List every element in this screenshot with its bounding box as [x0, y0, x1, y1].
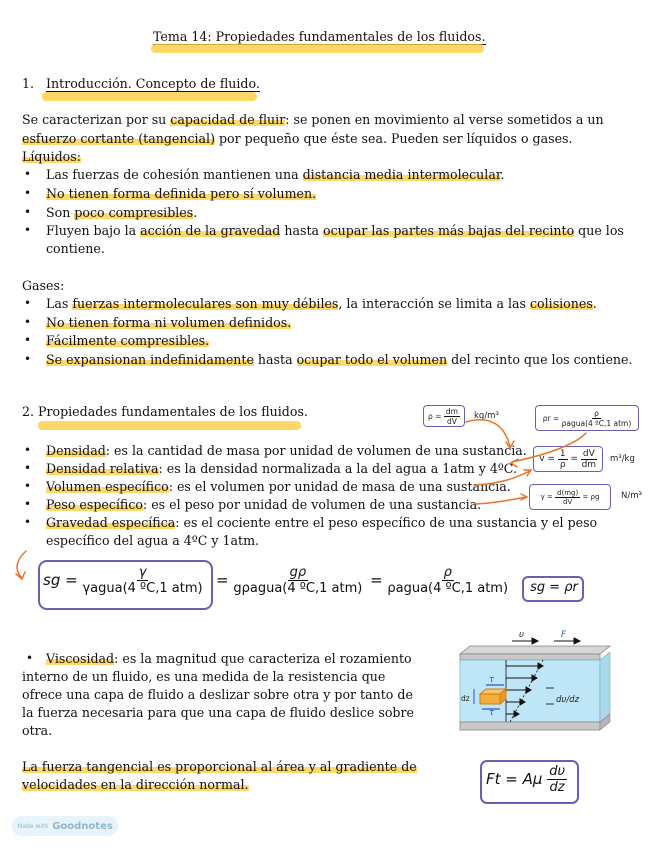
- viscosity-diagram: [450, 632, 620, 747]
- goodnotes-brand: Goodnotes: [52, 820, 113, 832]
- liquid-item-1: Las fuerzas de cohesión mantienen una distancia media intermolecular.: [46, 167, 505, 182]
- goodnotes-badge[interactable]: [12, 816, 118, 836]
- top-plate-front: [460, 654, 600, 660]
- sg-result: sg = ρr: [530, 580, 578, 595]
- relative-density-formula-box: ρr = $\frac{\rho}{\text{ρagua(4 ºC,1 atm)}}$: [535, 405, 639, 431]
- bullet-gas3: •: [24, 333, 32, 347]
- bullet-liq3: •: [24, 205, 32, 219]
- prop-gravedad-especifica: Gravedad específica: es el cociente entre el peso específico de una sustancia y el peso: [46, 515, 598, 530]
- bullet-p2: •: [24, 461, 32, 475]
- viscosity-line-1: Viscosidad: es la magnitud que caracteriza el rozamiento: [46, 651, 412, 666]
- viscosity-line-3: ofrece una capa de fluido a deslizar sobre otra y por tanto de: [22, 687, 413, 702]
- prop-peso-especifico: Peso específico: es el peso por unidad de volumen de una sustancia.: [46, 497, 482, 512]
- liquid-item-3: Son poco compresibles.: [46, 205, 198, 220]
- intro-line-2: esfuerzo cortante (tangencial) por pequeño que éste sea. Pueden ser líquidos o gases.: [22, 131, 573, 146]
- sg-formula-part3: = $\frac{\rho}{\text{ρagua(4 ºC,1 atm)}}$: [370, 565, 509, 596]
- gases-label: Gases:: [22, 278, 65, 293]
- gas-item-4: Se expansionan indefinidamente hasta ocupar todo el volumen del recinto que los contiene.: [46, 352, 633, 367]
- force-arrow-head: [574, 638, 580, 644]
- arrow-weight: [476, 497, 526, 504]
- diagram-tau-top: τ: [489, 675, 495, 685]
- fluid-element: [480, 689, 506, 704]
- fluid-side: [600, 652, 610, 722]
- gas-item-1: Las fuerzas intermoleculares son muy débiles, la interacción se limita a las colisiones.: [46, 296, 597, 311]
- section1-heading: 1. Introducción. Concepto de fluido.: [22, 76, 260, 91]
- intro-line-1: Se caracterizan por su capacidad de fluir: se ponen en movimiento al verse sometidos a un: [22, 112, 604, 127]
- title-highlight: [151, 44, 484, 53]
- specific-volume-formula-box: v = $\frac{1}{\rho}$ = $\frac{dV}{dm}$: [533, 446, 603, 472]
- specific-weight-unit: N/m³: [621, 491, 642, 501]
- bullet-p3: •: [24, 479, 32, 493]
- viscosity-line-4: la fuerza necesaria para que una capa de fluido deslice sobre: [22, 705, 414, 720]
- prop-volumen-especifico: Volumen específico: es el volumen por unidad de masa de una sustancia.: [46, 479, 511, 494]
- bullet-visc: •: [26, 651, 34, 665]
- viscosity-line-2: interno de un fluido, es una medida de la resistencia que: [22, 669, 386, 684]
- liquid-item-4-cont: contiene.: [46, 241, 105, 256]
- tangential-line-2: velocidades en la dirección normal.: [22, 777, 249, 792]
- bullet-liq4: •: [24, 223, 32, 237]
- specific-weight-formula-box: γ = $\frac{d(mg)}{dV}$ = ρg: [529, 484, 611, 510]
- bullet-p1: •: [24, 443, 32, 457]
- diagram-dv-label: dυ/dz: [556, 695, 580, 705]
- section1-highlight: [42, 92, 257, 101]
- tangential-line-1: La fuerza tangencial es proporcional al área y al gradiente de: [22, 759, 417, 774]
- bullet-p5: •: [24, 515, 32, 529]
- arrow-weight-head: [521, 494, 527, 500]
- top-plate: [460, 646, 610, 654]
- sg-formula-part1: sg = $\frac{\gamma}{\text{γagua(4 ºC,1 atm)}}$: [43, 565, 203, 596]
- diagram-dz-label: dz: [461, 694, 470, 703]
- section2-heading: 2. Propiedades fundamentales de los fluidos.: [22, 404, 308, 419]
- arrow-gravity: [17, 551, 26, 578]
- arrow-gravity-head: [16, 572, 25, 579]
- diagram-tau-bottom: τ: [489, 708, 495, 718]
- prop-densidad-relativa: Densidad relativa: es la densidad normalizada a la del agua a 1atm y 4ºC.: [46, 461, 517, 476]
- ft-formula: Ft = Aμ $\frac{d\upsilon}{dz}$: [486, 764, 565, 795]
- sg-formula-part2: = $\frac{g\rho}{\text{gρagua(4 ºC,1 atm)}}$: [216, 565, 363, 596]
- density-unit: kg/m³: [474, 411, 499, 421]
- liquid-item-2: No tienen forma definida pero sí volumen.: [46, 186, 317, 201]
- viscosity-line-5: otra.: [22, 723, 53, 738]
- density-formula-box: ρ = $\frac{dm}{dV}$: [423, 405, 465, 427]
- specific-volume-unit: m³/kg: [610, 454, 635, 464]
- made-with-label: Made with: [17, 822, 49, 830]
- gas-item-2: No tienen forma ni volumen definidos.: [46, 315, 292, 330]
- bullet-gas1: •: [24, 296, 32, 310]
- bullet-liq2: •: [24, 186, 32, 200]
- arrow-volume-head: [524, 470, 531, 476]
- gas-item-3: Fácilmente compresibles.: [46, 333, 210, 348]
- section2-highlight: [38, 421, 301, 430]
- page-title: Tema 14: Propiedades fundamentales de los fluidos.: [153, 29, 486, 44]
- prop-gravedad-especifica-cont: específico del agua a 4ºC y 1atm.: [46, 533, 260, 548]
- diagram-force-label: F: [561, 630, 566, 640]
- bullet-liq1: •: [24, 167, 32, 181]
- liquidos-label: Líquidos:: [22, 149, 81, 164]
- bullet-gas2: •: [24, 315, 32, 329]
- bullet-gas4: •: [24, 352, 32, 366]
- diagram-velocity-label: υ: [519, 630, 524, 640]
- prop-densidad: Densidad: es la cantidad de masa por unidad de volumen de una sustancia.: [46, 443, 527, 458]
- bullet-p4: •: [24, 497, 32, 511]
- velocity-arrow-head: [532, 638, 538, 644]
- liquid-item-4: Fluyen bajo la acción de la gravedad hasta ocupar las partes más bajas del recinto que los: [46, 223, 624, 238]
- bottom-plate: [460, 722, 600, 730]
